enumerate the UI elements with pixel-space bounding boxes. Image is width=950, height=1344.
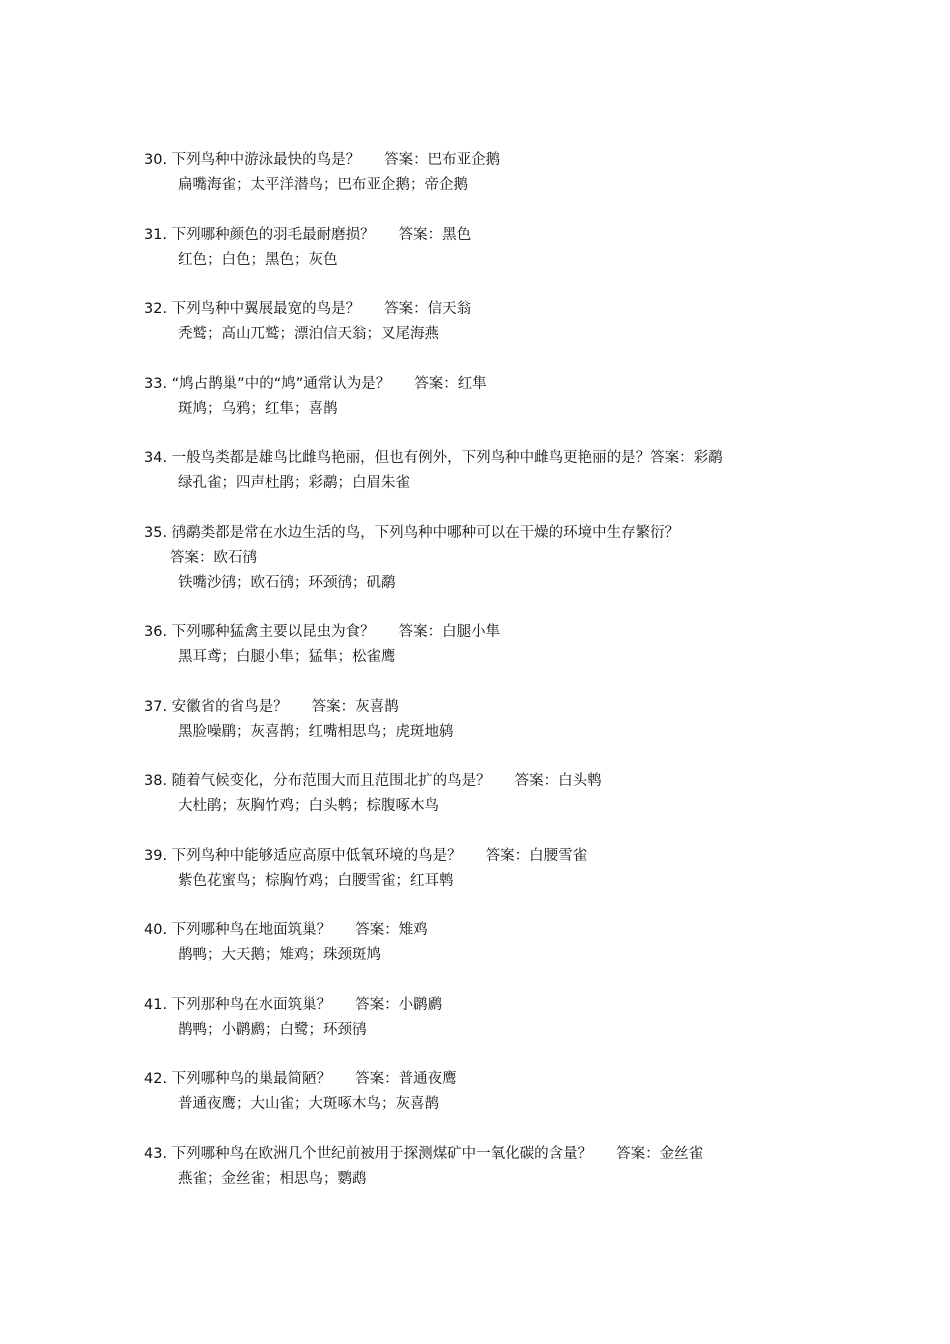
question-number: 35.: [144, 524, 168, 541]
question-line: [144, 1142, 844, 1167]
question-list: [144, 148, 844, 1216]
question-item: [144, 695, 844, 745]
question-item: [144, 521, 844, 596]
question-item: [144, 844, 844, 894]
question-item: [144, 918, 844, 968]
question-number: 34.: [144, 450, 168, 466]
question-text: 下列哪种鸟在地面筑巢？: [171, 922, 332, 938]
answer-text: 答案：信天翁: [384, 301, 472, 317]
question-number: 30.: [144, 152, 168, 168]
question-line: [144, 620, 844, 645]
answer-text: 答案：黑色: [398, 226, 472, 243]
answer-text: 答案：欧石鸻: [170, 549, 257, 566]
question-item: [144, 769, 844, 819]
question-line: [144, 446, 844, 471]
question-line: [144, 1067, 844, 1092]
answer-text: 答案：小䴙䴘: [355, 996, 443, 1013]
question-line: [144, 695, 844, 720]
answer-text: 答案：雉鸡: [355, 922, 428, 938]
question-line: [144, 769, 844, 794]
answer-text: 答案：金丝雀: [616, 1145, 704, 1162]
question-text: 随着气候变化，分布范围大而且范围北扩的鸟是？: [171, 773, 491, 789]
options-line: 扁嘴海雀；太平洋潜鸟；巴布亚企鹅；帝企鹅: [178, 177, 468, 193]
question-number: 39.: [144, 847, 168, 864]
options-line: 秃鹫；高山兀鹫；漂泊信天翁；叉尾海燕: [178, 326, 439, 342]
options-line: 斑鸠；乌鸦；红隼；喜鹊: [178, 400, 338, 417]
question-text: 下列鸟种中能够适应高原中低氧环境的鸟是？: [171, 847, 462, 864]
answer-text: 答案：普通夜鹰: [355, 1071, 457, 1087]
options-line: 鹊鸭；大天鹅；雉鸡；珠颈斑鸠: [178, 947, 381, 963]
answer-text: 答案：白头鹎: [514, 773, 602, 789]
options-line: 紫色花蜜鸟；棕胸竹鸡；白腰雪雀；红耳鹎: [178, 872, 454, 889]
question-number: 38.: [144, 773, 168, 789]
question-item: [144, 223, 844, 273]
question-number: 43.: [144, 1145, 168, 1162]
question-text: 下列鸟种中游泳最快的鸟是？: [171, 152, 361, 168]
answer-text: 答案：巴布亚企鹅: [384, 152, 501, 168]
answer-text: 答案：灰喜鹊: [311, 698, 399, 715]
question-text: 鸻鹬类都是常在水边生活的鸟，下列鸟种中哪种可以在干燥的环境中生存繁衍？: [171, 524, 680, 541]
question-text: 下列哪种鸟在欧洲几个世纪前被用于探测煤矿中一氧化碳的含量？: [171, 1145, 593, 1162]
question-item: [144, 1067, 844, 1117]
question-line: [144, 148, 844, 173]
question-item: [144, 372, 844, 422]
question-line: [144, 918, 844, 943]
question-text: 一般鸟类都是雄鸟比雌鸟艳丽，但也有例外，下列鸟种中雌鸟更艳丽的是？: [171, 450, 651, 466]
question-text: 下列哪种猛禽主要以昆虫为食？: [171, 624, 375, 640]
question-line: [144, 844, 844, 869]
question-number: 40.: [144, 922, 168, 938]
question-number: 36.: [144, 624, 168, 640]
question-text: 安徽省的省鸟是？: [171, 698, 288, 715]
options-line: 铁嘴沙鸻；欧石鸻；环颈鸻；矶鹬: [178, 574, 396, 591]
question-number: 33.: [144, 375, 168, 392]
answer-text: 答案：红隼: [414, 375, 487, 392]
question-line: [144, 993, 844, 1018]
options-line: 红色；白色；黑色；灰色: [178, 251, 338, 268]
question-item: [144, 620, 844, 670]
question-number: 41.: [144, 996, 168, 1013]
question-text: 下列哪种鸟的巢最简陋？: [171, 1071, 332, 1087]
question-item: [144, 446, 844, 496]
answer-text: 答案：彩鹬: [650, 450, 723, 466]
question-number: 37.: [144, 698, 168, 715]
question-text: 下列哪种颜色的羽毛最耐磨损？: [171, 226, 375, 243]
question-line: [144, 297, 844, 322]
question-item: [144, 1142, 844, 1192]
options-line: 大杜鹃；灰胸竹鸡；白头鹎；棕腹啄木鸟: [178, 798, 439, 814]
answer-text: 答案：白腿小隼: [398, 624, 501, 640]
question-text: “鸠占鹊巢”中的“鸠”通常认为是？: [171, 375, 391, 392]
question-line: [144, 223, 844, 248]
options-line: 燕雀；金丝雀；相思鸟；鹦鹉: [178, 1170, 367, 1187]
question-number: 42.: [144, 1071, 168, 1087]
options-line: 普通夜鹰；大山雀；大斑啄木鸟；灰喜鹊: [178, 1096, 439, 1112]
options-line: 黑耳鸢；白腿小隼；猛隼；松雀鹰: [178, 649, 396, 665]
question-number: 32.: [144, 301, 168, 317]
question-line: [144, 372, 844, 397]
options-line: 黑脸噪鹛；灰喜鹊；红嘴相思鸟；虎斑地鸫: [178, 723, 454, 740]
question-item: [144, 297, 844, 347]
question-item: [144, 148, 844, 198]
question-item: [144, 993, 844, 1043]
question-number: 31.: [144, 226, 168, 243]
question-line: [144, 521, 844, 546]
question-text: 下列那种鸟在水面筑巢？: [171, 996, 332, 1013]
options-line: 绿孔雀；四声杜鹃；彩鹬；白眉朱雀: [178, 475, 410, 491]
answer-text: 答案：白腰雪雀: [485, 847, 588, 864]
question-text: 下列鸟种中翼展最宽的鸟是？: [171, 301, 361, 317]
options-line: 鹊鸭；小䴙䴘；白鹭；环颈鸻: [178, 1021, 367, 1038]
